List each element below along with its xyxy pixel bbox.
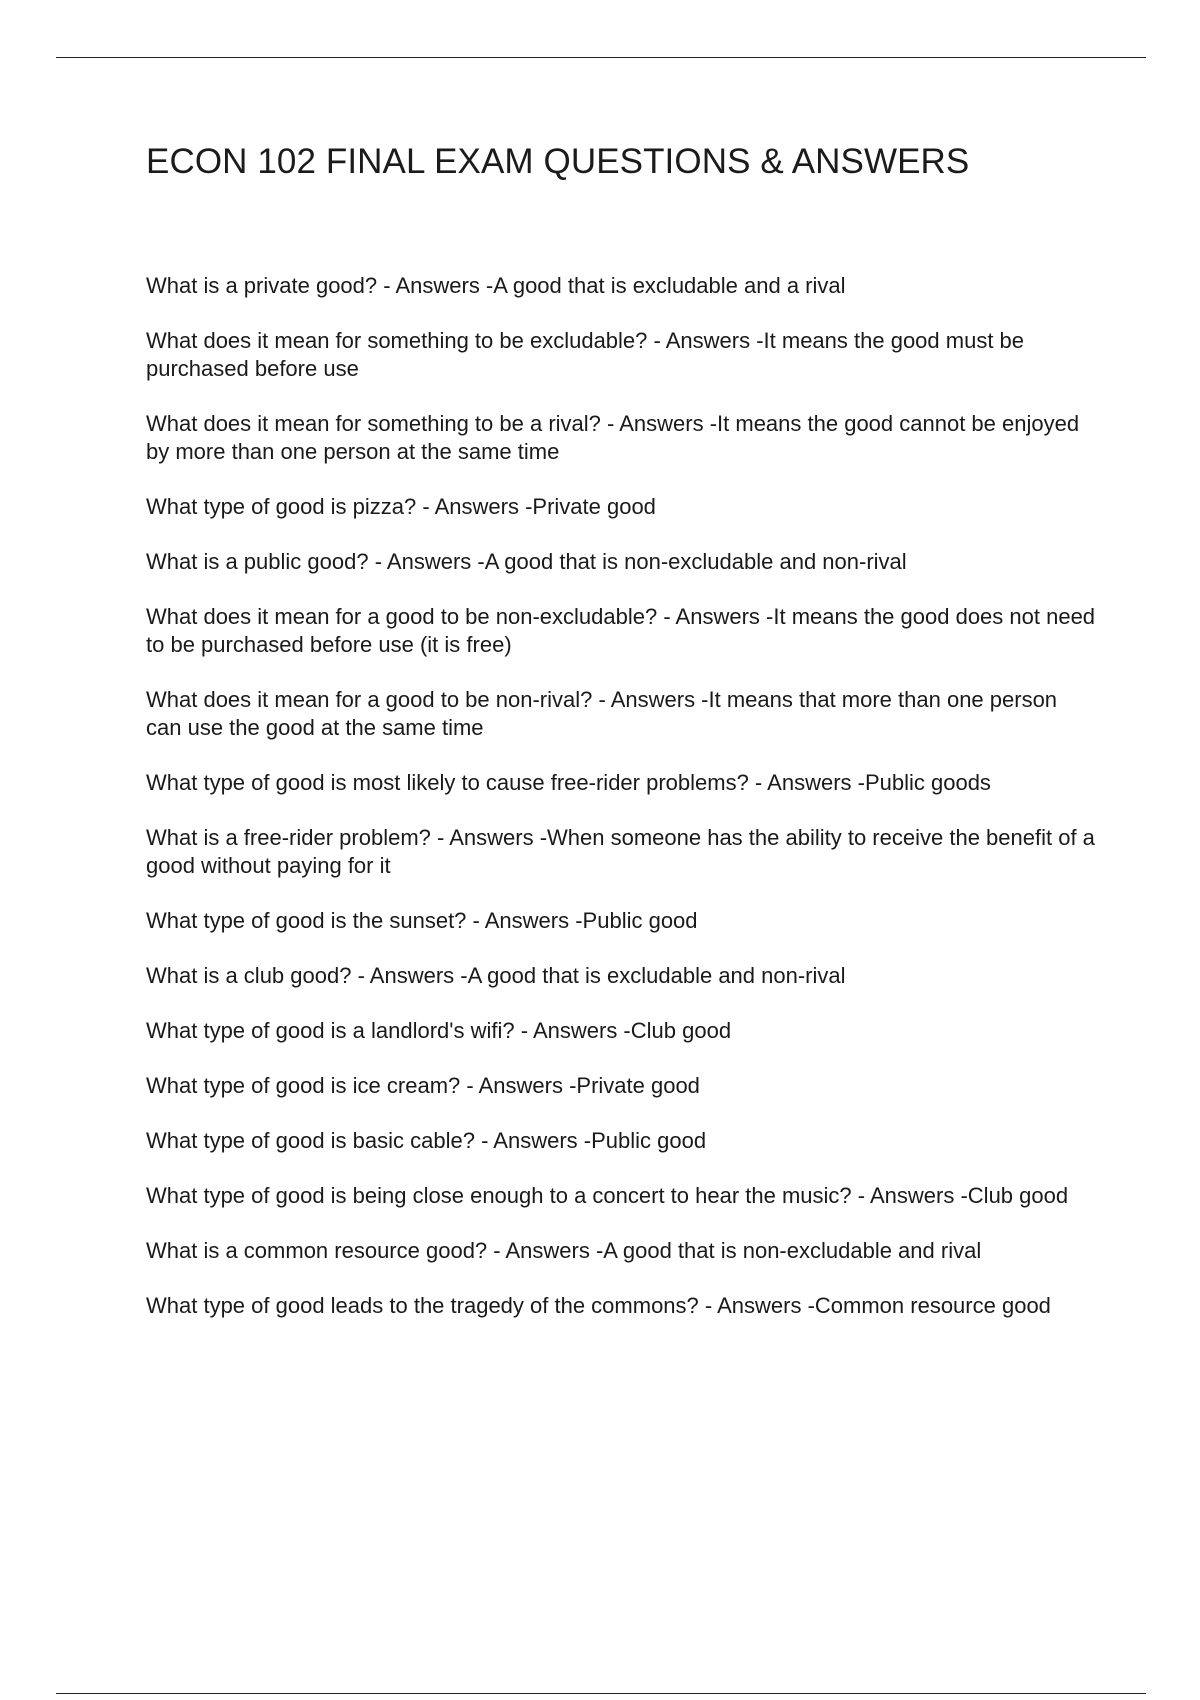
qa-item: What does it mean for something to be a rival? - Answers -It means the good cannot be enjoyed by more than one person at the same time <box>146 411 1080 464</box>
qa-item: What type of good is ice cream? - Answers -Private good <box>146 1073 700 1098</box>
qa-item: What type of good is most likely to cause free-rider problems? - Answers -Public goods <box>146 770 991 795</box>
qa-item: What does it mean for a good to be non-rival? - Answers -It means that more than one person can use the good at the same time <box>146 687 1058 740</box>
bottom-divider <box>56 1693 1146 1694</box>
qa-item: What type of good is pizza? - Answers -Private good <box>146 494 656 519</box>
qa-item: What is a public good? - Answers -A good that is non-excludable and non-rival <box>146 549 907 574</box>
qa-item: What is a common resource good? - Answers -A good that is non-excludable and rival <box>146 1238 982 1263</box>
qa-item: What type of good is being close enough to a concert to hear the music? - Answers -Club good <box>146 1183 1069 1208</box>
qa-list <box>146 272 1096 1347</box>
qa-item: What is a private good? - Answers -A good that is excludable and a rival <box>146 273 846 298</box>
qa-item: What type of good is basic cable? - Answers -Public good <box>146 1128 707 1153</box>
qa-item: What is a club good? - Answers -A good that is excludable and non-rival <box>146 963 846 988</box>
qa-item: What does it mean for something to be excludable? - Answers -It means the good must be purchased before use <box>146 328 1025 381</box>
qa-item: What type of good leads to the tragedy of the commons? - Answers -Common resource good <box>146 1293 1051 1318</box>
top-divider <box>56 57 1146 58</box>
qa-item: What is a free-rider problem? - Answers -When someone has the ability to receive the benefit of a good without paying for it <box>146 825 1095 878</box>
qa-item: What type of good is the sunset? - Answers -Public good <box>146 908 698 933</box>
page-title: ECON 102 FINAL EXAM QUESTIONS & ANSWERS <box>146 142 970 181</box>
qa-item: What does it mean for a good to be non-excludable? - Answers -It means the good does not need to be purchased before use (it is free) <box>146 604 1096 657</box>
qa-item: What type of good is a landlord's wifi? - Answers -Club good <box>146 1018 732 1043</box>
